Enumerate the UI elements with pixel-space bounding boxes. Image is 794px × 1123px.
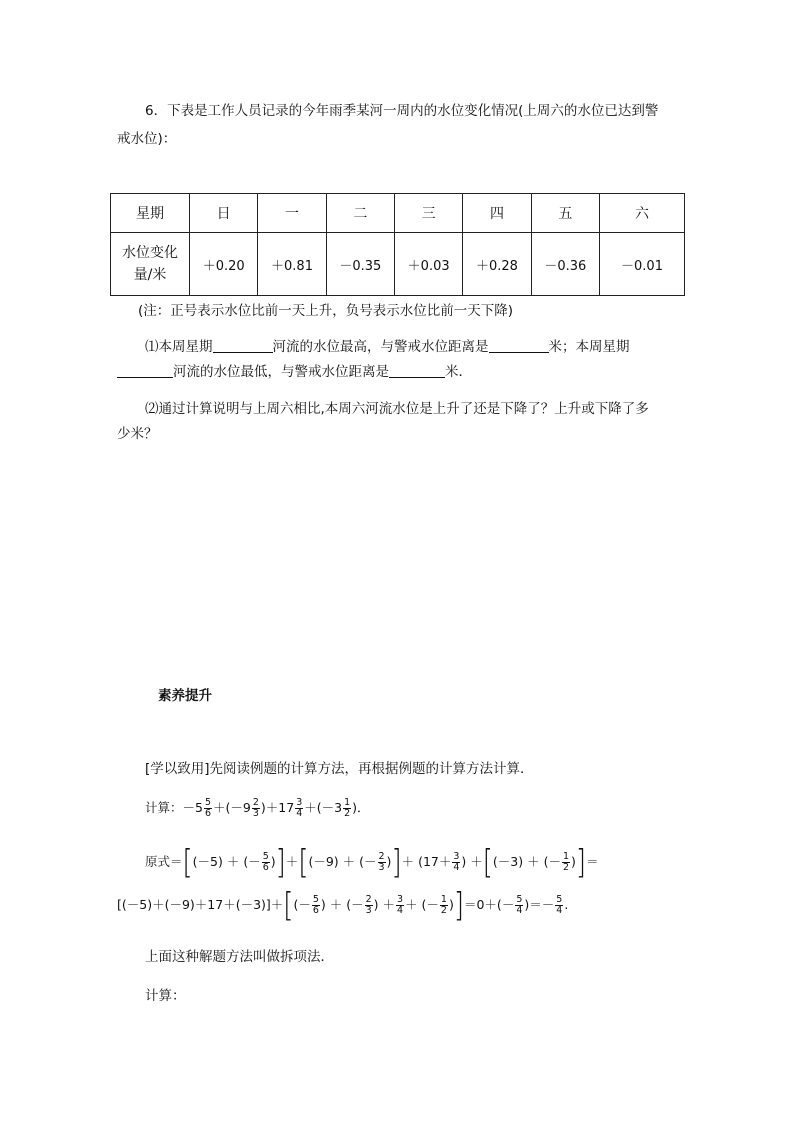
table-row-label [111, 233, 190, 296]
solution-term: ＋ (－ [405, 897, 439, 912]
fraction: $\frac{2}{3}$ [365, 894, 372, 916]
example-term: －5 [182, 800, 203, 815]
fraction: $\frac{5}{4}$ [516, 894, 523, 916]
fraction: $\frac{5}{6}$ [312, 894, 319, 916]
example-term: )＋17 [260, 800, 295, 815]
solution-label: 原式＝ [145, 854, 183, 869]
table-header-cell: 三 [394, 194, 462, 233]
left-bracket: [ [182, 843, 193, 882]
fraction: $\frac{5}{6}$ [262, 851, 269, 873]
fraction: $\frac{5}{6}$ [204, 797, 212, 819]
solution-term: ) [386, 854, 392, 869]
part1-text-c: 米；本周星期 [548, 339, 630, 355]
fraction: $\frac{1}{2}$ [344, 797, 351, 819]
part1-text-a: ⑴本周星期 [145, 339, 213, 355]
solution-term: ＋ (17＋ [401, 854, 452, 869]
solution-term: [(－5)＋(－9)＋17＋(－3)]＋ [117, 897, 284, 912]
example-label: 计算： [145, 800, 183, 815]
fraction: $\frac{3}{4}$ [396, 894, 404, 916]
right-bracket: ] [391, 843, 402, 882]
table-header-cell: 四 [463, 194, 531, 233]
solution-term: (－ [293, 897, 311, 912]
solution-term: (－3) ＋ (－ [492, 854, 561, 869]
example-term: ＋(－3 [304, 800, 343, 815]
answer-blank-lowest-day[interactable] [117, 363, 173, 378]
table-header-cell: 六 [600, 194, 685, 233]
question-line2: 戒水位)： [117, 131, 177, 147]
example-term: ＋(－9 [213, 800, 251, 815]
example-term: )． [352, 800, 370, 815]
part1-line2 [117, 360, 472, 380]
fraction: $\frac{3}{4}$ [453, 851, 460, 873]
solution-term: ) ＋ [373, 897, 395, 912]
section-title: 素养提升 [158, 688, 212, 704]
fraction: $\frac{5}{4}$ [556, 894, 563, 916]
fraction: $\frac{1}{2}$ [440, 894, 447, 916]
method-note: 上面这种解题方法叫做拆项法． [145, 949, 334, 965]
table-value-cell: ＋0.20 [190, 233, 258, 296]
compute-label: 计算： [145, 988, 186, 1004]
row-label-line2: 量/米 [133, 267, 167, 283]
right-bracket: ] [575, 843, 587, 882]
table-header-cell: 星期 [111, 194, 190, 233]
question-line1: 6．下表是工作人员记录的今年雨季某河一周内的水位变化情况(上周六的水位已达到警 [145, 103, 659, 119]
table-value-cell: －0.36 [531, 233, 599, 296]
intro-text: [学以致用]先阅读例题的计算方法，再根据例题的计算方法计算． [145, 761, 534, 777]
table-value-cell: －0.35 [326, 233, 394, 296]
answer-blank-highest-distance[interactable] [489, 338, 549, 353]
water-level-table [110, 193, 685, 296]
solution-line2 [117, 886, 569, 925]
part1-text-d: 河流的水位最低，与警戒水位距离是 [173, 364, 389, 380]
solution-term: ) ＋ [461, 854, 483, 869]
table-header-cell: 日 [190, 194, 258, 233]
solution-term: )＝－ [524, 897, 555, 912]
table-header-cell: 五 [531, 194, 599, 233]
right-bracket: ] [453, 886, 464, 925]
part2-line2: 少米？ [117, 426, 158, 442]
part2-line1: ⑵通过计算说明与上周六相比,本周六河流水位是上升了还是下降了？上升或下降了多 [145, 401, 649, 417]
fraction: $\frac{3}{4}$ [296, 797, 303, 819]
row-label-line1: 水位变化 [122, 245, 178, 261]
right-bracket: ] [275, 843, 286, 882]
table-header-cell: 二 [326, 194, 394, 233]
solution-term: ＝0＋(－ [463, 897, 515, 912]
solution-line1 [145, 843, 599, 882]
part1-line1 [145, 335, 630, 355]
table-value-cell: ＋0.03 [394, 233, 462, 296]
answer-blank-lowest-distance[interactable] [389, 363, 445, 378]
solution-term: (－5) ＋ (－ [192, 854, 261, 869]
fraction: $\frac{1}{2}$ [562, 851, 569, 873]
example-expression [145, 798, 370, 819]
solution-term: ＋ [285, 854, 299, 869]
solution-term: ) [270, 854, 276, 869]
table-header-cell: 一 [258, 194, 326, 233]
solution-term: ) [571, 854, 576, 869]
left-bracket: [ [482, 843, 493, 882]
solution-term: (－9) ＋ (－ [308, 854, 377, 869]
answer-blank-highest-day[interactable] [213, 338, 273, 353]
solution-term: . [564, 897, 569, 912]
solution-term: ) ＋ (－ [320, 897, 364, 912]
table-header-row [111, 194, 685, 233]
fraction: $\frac{2}{3}$ [378, 851, 385, 873]
table-value-row [111, 233, 685, 296]
left-bracket: [ [283, 886, 294, 925]
table-value-cell: ＋0.28 [463, 233, 531, 296]
solution-term: ) [448, 897, 454, 912]
table-note: (注：正号表示水位比前一天上升，负号表示水位比前一天下降) [138, 303, 514, 319]
table-value-cell: ＋0.81 [258, 233, 326, 296]
solution-term: ＝ [586, 854, 599, 869]
table-value-cell: －0.01 [600, 233, 685, 296]
fraction: $\frac{2}{3}$ [252, 797, 259, 819]
part1-text-b: 河流的水位最高，与警戒水位距离是 [272, 339, 489, 355]
part1-text-e: 米． [445, 364, 472, 380]
left-bracket: [ [298, 843, 309, 882]
